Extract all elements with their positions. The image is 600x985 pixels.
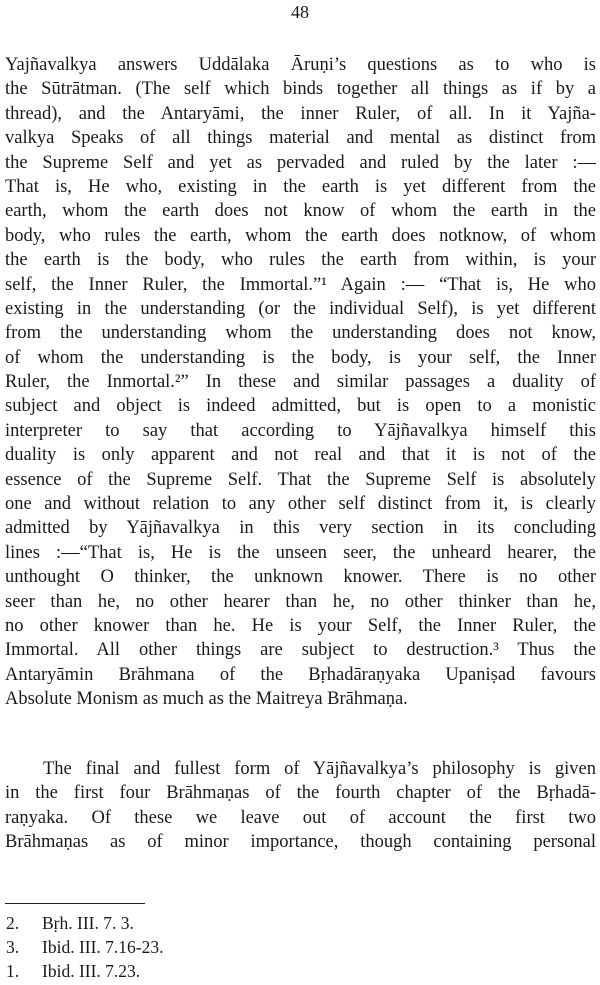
text-line: existing in the understanding (or the individual Self), is yet different	[5, 298, 596, 319]
text-line: in the first four Brāhmaṇas of the fourth chapter of the Bṛhadā-	[5, 783, 596, 804]
footnotes	[6, 911, 164, 983]
text-line: no other knower than he. He is your Self, the Inner Ruler, the	[5, 615, 596, 636]
text-line: duality is only apparent and not real and that it is not of the	[5, 445, 596, 466]
text-line: Brāhmaṇas as of minor importance, though containing personal	[5, 832, 596, 853]
text-line: essence of the Supreme Self. That the Supreme Self is absolutely	[5, 469, 596, 490]
text-line: the Supreme Self and yet as pervaded and ruled by the later :—	[5, 152, 596, 173]
footnote-text: Ibid. III. 7.23.	[42, 961, 141, 981]
footnote-divider	[5, 903, 145, 904]
text-line: from the understanding whom the understanding does not know,	[5, 323, 596, 344]
text-line: seer than he, no other hearer than he, no other thinker than he,	[5, 591, 596, 612]
text-line: self, the Inner Ruler, the Immortal.”¹ Again :— “That is, He who	[5, 274, 596, 295]
footnote	[6, 911, 164, 935]
text-line: interpreter to say that according to Yājñavalkya himself this	[5, 420, 596, 441]
text-line: That is, He who, existing in the earth is yet different from the	[5, 176, 596, 197]
footnote	[6, 935, 164, 959]
footnote-number: 3.	[6, 937, 20, 957]
text-line: valkya Speaks of all things material and mental as distinct from	[5, 128, 596, 149]
text-line: thread), and the Antaryāmi, the inner Ruler, of all. In it Yajña-	[5, 103, 596, 124]
text-line: one and without relation to any other self distinct from it, is clearly	[5, 494, 596, 515]
footnote-number: 2.	[6, 913, 20, 933]
paragraph-2	[5, 757, 596, 855]
text-line: lines :—“That is, He is the unseen seer, the unheard hearer, the	[5, 542, 596, 563]
footnote-text: Bṛh. III. 7. 3.	[42, 913, 134, 933]
paragraph-1	[5, 53, 596, 712]
text-line: subject and object is indeed admitted, but is open to a monistic	[5, 396, 596, 417]
text-line: raṇyaka. Of these we leave out of account the first two	[5, 807, 596, 828]
text-line: Ruler, the Inmortal.²” In these and similar passages a duality of	[5, 372, 596, 393]
text-line: Absolute Monism as much as the Maitreya Brāhmaṇa.	[5, 689, 408, 710]
text-line: of whom the understanding is the body, is your self, the Inner	[5, 347, 596, 368]
footnote-number: 1.	[6, 961, 20, 981]
footnote-text: Ibid. III. 7.16-23.	[42, 937, 164, 957]
text-line: The final and fullest form of Yājñavalkya’s philosophy is given	[43, 759, 596, 779]
text-line: the earth is the body, who rules the earth from within, is your	[5, 250, 596, 271]
page-number: 48	[291, 2, 309, 22]
text-line: the Sūtrātman. (The self which binds together all things as if by a	[5, 79, 596, 100]
footnote	[6, 959, 164, 983]
text-line: Yajñavalkya answers Uddālaka Āruṇi’s questions as to who is	[5, 55, 596, 75]
text-line: body, who rules the earth, whom the earth does notknow, of whom	[5, 225, 596, 246]
text-line: unthought O thinker, the unknown knower. There is no other	[5, 567, 596, 588]
text-line: Antaryāmin Brāhmana of the Bṛhadāraṇyaka Upaniṣad favours	[5, 664, 596, 685]
text-line: earth, whom the earth does not know of whom the earth in the	[5, 201, 596, 222]
text-line: Immortal. All other things are subject to destruction.³ Thus the	[5, 640, 596, 661]
text-line: admitted by Yājñavalkya in this very section in its concluding	[5, 518, 596, 539]
